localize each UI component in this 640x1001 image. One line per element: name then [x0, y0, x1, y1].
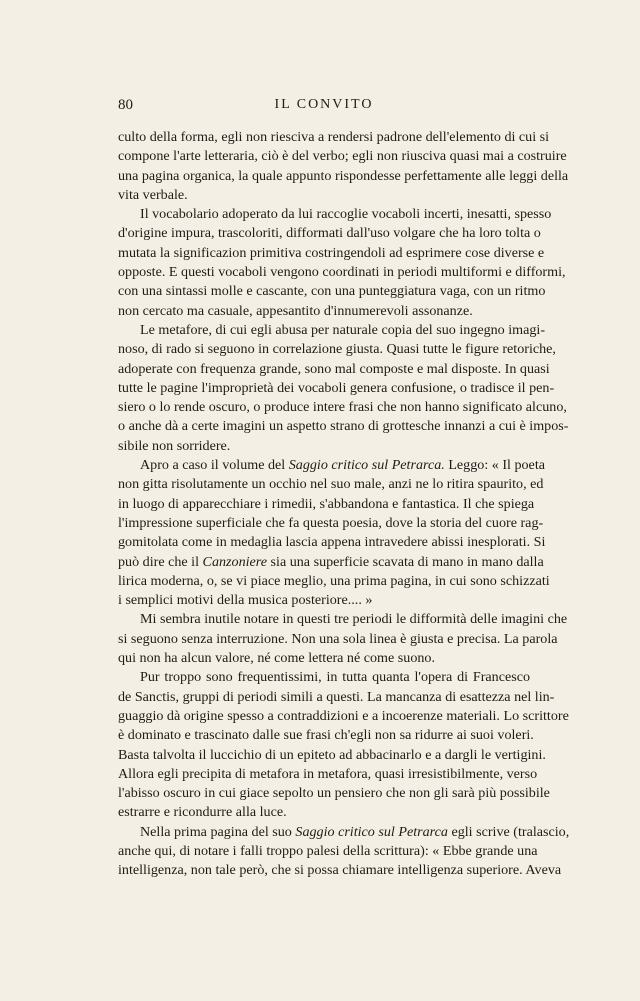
text-line: qui non ha alcun valore, né come lettera né come suono.	[118, 650, 435, 667]
text-line: può dire che il Canzoniere sia una superficie scavata di mano in mano dalla	[118, 553, 544, 570]
text-line: guaggio dà origine spesso a contraddizioni e a incoerenze materiali. Lo scrittore	[118, 707, 569, 724]
paragraph	[118, 456, 550, 610]
text-line: adoperate con frequenza grande, sono mal composte e mal disposte. In quasi	[118, 360, 550, 377]
text-line: i semplici motivi della musica posteriore.... »	[118, 592, 373, 609]
italic-title: Canzoniere	[202, 553, 268, 570]
text-line: Nella prima pagina del suo Saggio critico sul Petrarca egli scrive (tralascio,	[140, 823, 570, 840]
page-header	[118, 97, 530, 119]
text-line: è dominato e trascinato dalle sue frasi ch'egli non sa ridurre ai suoi voleri.	[118, 727, 534, 744]
text-line: gomitolata come in medaglia lascia appena intravedere abissi inesplorati. Si	[118, 534, 546, 551]
text-line: una pagina organica, la quale appunto rispondesse perfettamente alle leggi della	[118, 167, 569, 184]
text-line: Allora egli precipita di metafora in metafora, quasi irresistibilmente, verso	[118, 765, 538, 782]
text-line: culto della forma, egli non riesciva a rendersi padrone dell'elemento di cui si	[118, 129, 550, 145]
body-text	[118, 128, 570, 881]
text-line: Basta talvolta il luccichio di un epiteto ad abbacinarlo e a dargli le vertigini.	[118, 746, 546, 763]
text-line: anche qui, di notare i falli troppo palesi della scrittura): « Ebbe grande una	[118, 842, 538, 859]
text-line: lirica moderna, o, se vi piace meglio, una prima pagina, in cui sono schizzati	[118, 572, 550, 589]
text-line: si seguono senza interruzione. Non una sola linea è giusta e precisa. La parola	[118, 630, 558, 647]
text-line: o anche dà a certe imagini un aspetto strano di grottesche innanzi a cui è impos-	[118, 418, 569, 435]
italic-title: Saggio critico sul Petrarca	[295, 823, 448, 840]
text-line: intelligenza, non tale però, che si possa chiamare intelligenza superiore. Aveva	[118, 862, 562, 879]
text-line: Il vocabolario adoperato da lui raccoglie vocaboli incerti, inesatti, spesso	[140, 206, 552, 223]
text-line: l'abisso oscuro in cui giace sepolto un pensiero che non gli sarà più possibile	[118, 785, 550, 802]
text-line: Pur troppo sono frequentissimi, in tutta quanta l'opera di Francesco	[140, 669, 530, 686]
text-line: vita verbale.	[118, 186, 188, 203]
text-line: l'impressione superficiale che fa questa poesia, dove la storia del cuore rag-	[118, 514, 544, 531]
text-line: opposte. E questi vocaboli vengono coordinati in periodi multiformi e difformi,	[118, 264, 566, 281]
text-line: Le metafore, di cui egli abusa per naturale copia del suo ingegno imagi-	[140, 321, 546, 338]
text-line: d'origine impura, trascoloriti, difformati dall'uso volgare che ha loro tolta o	[118, 225, 541, 242]
text-line: Mi sembra inutile notare in questi tre periodi le difformità delle imagini che	[140, 611, 568, 628]
text-line: Apro a caso il volume del Saggio critico sul Petrarca. Leggo: « Il poeta	[140, 457, 545, 474]
text-line: noso, di rado si seguono in correlazione giusta. Quasi tutte le figure retoriche,	[118, 341, 556, 358]
text-line: tutte le pagine l'improprietà dei vocaboli genera confusione, o tradisce il pen-	[118, 379, 555, 396]
text-line: compone l'arte letteraria, ciò è del verbo; egli non riusciva quasi mai a costruire	[118, 148, 567, 165]
text-line: sibile non sorridere.	[118, 437, 231, 454]
paragraph	[118, 610, 568, 668]
page-number: 80	[118, 97, 133, 113]
text-line: siero o lo rende oscuro, o produce intere frasi che non hanno significato alcuno,	[118, 399, 567, 416]
text-line: con una sintassi molle e cascante, con una punteggiatura vaga, con un ritmo	[118, 283, 546, 300]
running-title: IL CONVITO	[274, 97, 374, 112]
paragraph	[118, 321, 569, 456]
text-line: in luogo di apparecchiare i rimedii, s'abbandona e fantastica. Il che spiega	[118, 495, 535, 512]
paragraph	[118, 128, 569, 205]
text-line: non cercato ma casuale, appesantito d'innumerevoli assonanze.	[118, 302, 473, 319]
paragraph	[118, 668, 569, 822]
text-line: estrarre e ricondurre alla luce.	[118, 804, 287, 821]
text-line: non gitta risolutamente un occhio nel suo male, anzi ne lo ritira spaurito, ed	[118, 476, 544, 493]
italic-title: Saggio critico sul Petrarca.	[288, 457, 445, 474]
paragraph	[118, 823, 570, 881]
paragraph	[118, 205, 566, 321]
text-line: de Sanctis, gruppi di periodi simili a questi. La mancanza di esattezza nel lin-	[118, 688, 555, 705]
text-line: mutata la significazion primitiva costringendoli ad esprimere cose diverse e	[118, 244, 545, 261]
